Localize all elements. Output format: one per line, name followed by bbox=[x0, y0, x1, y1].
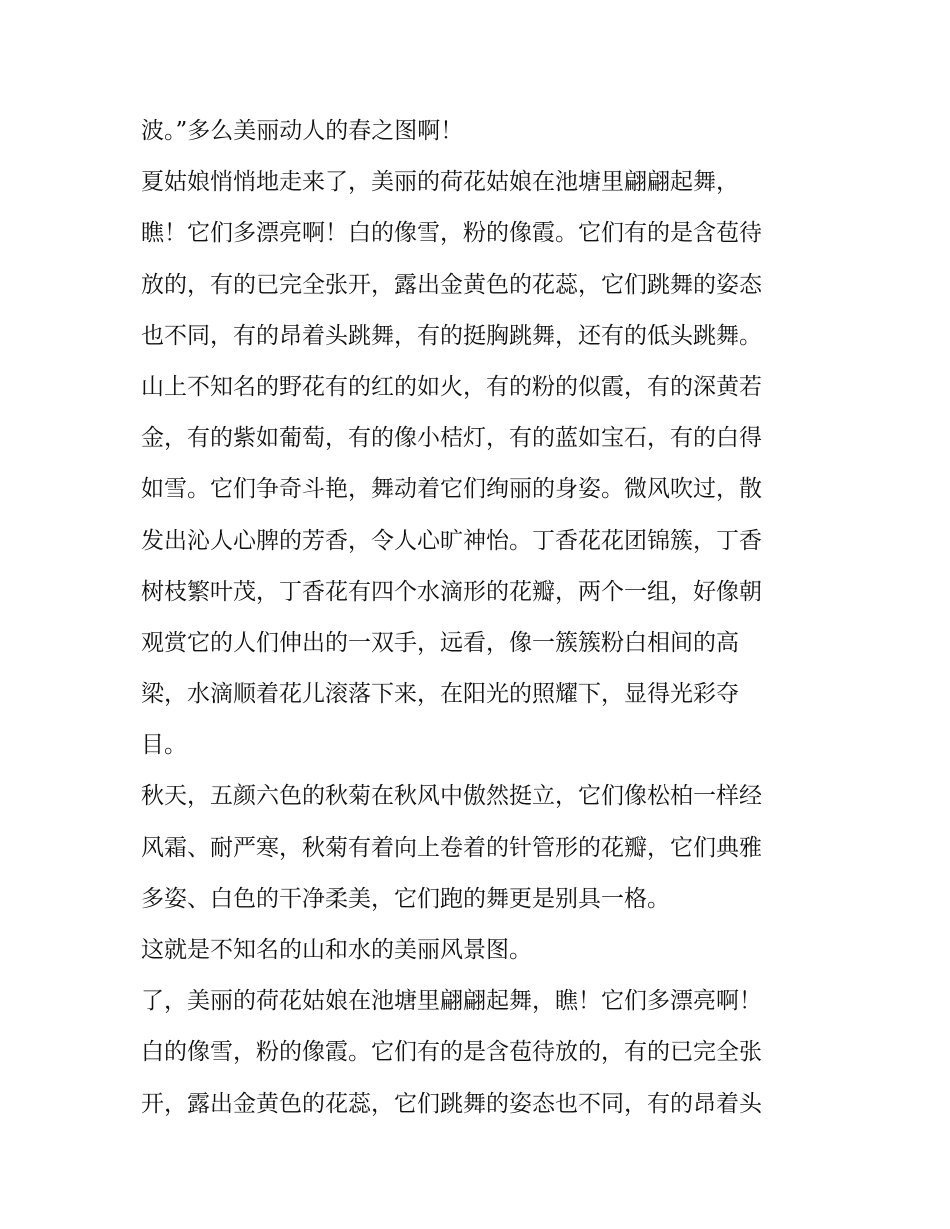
text-line: 放的，有的已完全张开，露出金黄色的花蕊，它们跳舞的姿态 bbox=[141, 271, 762, 298]
document-body bbox=[141, 112, 831, 1136]
text-line: 山上不知名的野花有的红的如火，有的粉的似霞，有的深黄若 bbox=[141, 373, 762, 400]
text-line: 树枝繁叶茂，丁香花有四个水滴形的花瓣，两个一组，好像朝 bbox=[141, 578, 762, 605]
text-line: 观赏它的人们伸出的一双手，远看，像一簇簇粉白相间的高 bbox=[141, 629, 739, 656]
text-line: 秋天，五颜六色的秋菊在秋风中傲然挺立，它们像松柏一样经 bbox=[141, 783, 762, 810]
text-line: 波。”多么美丽动人的春之图啊！ bbox=[141, 118, 464, 144]
text-line: 如雪。它们争奇斗艳，舞动着它们绚丽的身姿。微风吹过，散 bbox=[141, 476, 762, 503]
text-line: 金，有的紫如葡萄，有的像小桔灯，有的蓝如宝石，有的白得 bbox=[141, 425, 762, 452]
text-line: 白的像雪，粉的像霞。它们有的是含苞待放的，有的已完全张 bbox=[141, 1039, 762, 1066]
text-line: 夏姑娘悄悄地走来了，美丽的荷花姑娘在池塘里翩翩起舞， bbox=[141, 169, 739, 196]
text-line: 发出沁人心脾的芳香，令人心旷神怡。丁香花花团锦簇，丁香 bbox=[141, 527, 762, 554]
text-line: 梁，水滴顺着花儿滚落下来，在阳光的照耀下，显得光彩夺 bbox=[141, 681, 739, 708]
text-line: 也不同，有的昂着头跳舞，有的挺胸跳舞，还有的低头跳舞。 bbox=[141, 322, 762, 349]
text-line: 了，美丽的荷花姑娘在池塘里翩翩起舞，瞧！它们多漂亮啊！ bbox=[141, 988, 762, 1015]
text-line: 瞧！它们多漂亮啊！白的像雪，粉的像霞。它们有的是含苞待 bbox=[141, 220, 762, 247]
text-line: 这就是不知名的山和水的美丽风景图。 bbox=[141, 937, 532, 963]
text-line: 目。 bbox=[141, 732, 187, 759]
text-line: 风霜、耐严寒，秋菊有着向上卷着的针管形的花瓣，它们典雅 bbox=[141, 834, 762, 861]
text-line: 多姿、白色的干净柔美，它们跑的舞更是别具一格。 bbox=[141, 885, 670, 912]
text-line: 开，露出金黄色的花蕊，它们跳舞的姿态也不同，有的昂着头 bbox=[141, 1090, 762, 1117]
